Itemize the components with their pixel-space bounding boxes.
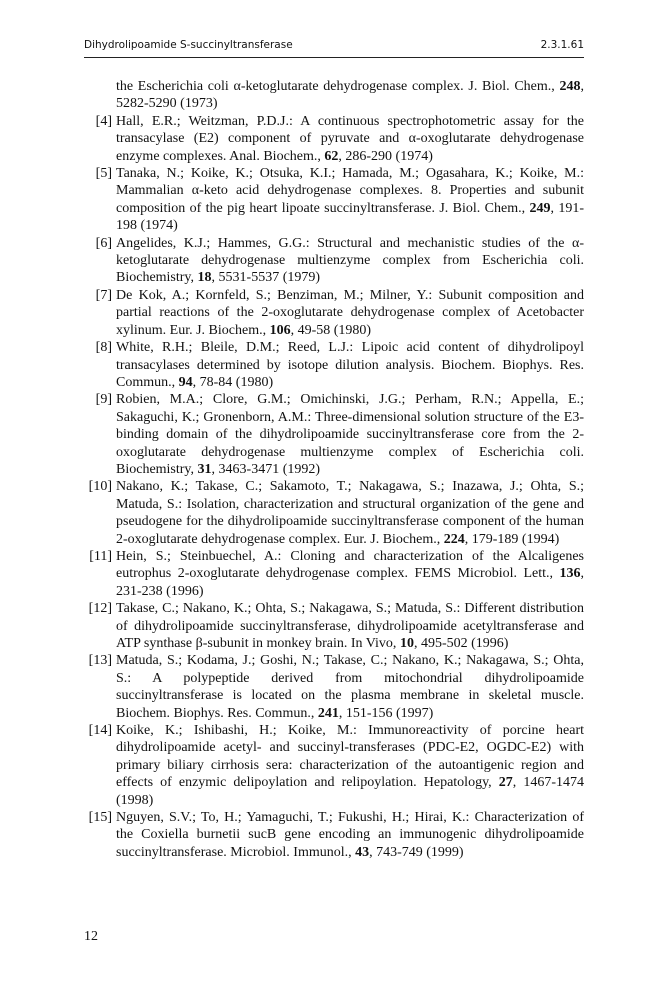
reference-number: [10]: [88, 479, 112, 495]
reference-pages-year: , 5531-5537 (1979): [211, 270, 321, 286]
reference-pages-year: , 231-238 (1996): [116, 566, 584, 599]
reference-volume: 18: [197, 270, 212, 286]
reference-number: [8]: [95, 340, 112, 356]
reference-pages-year: , 743-749 (1999): [369, 844, 464, 860]
reference-number: [5]: [95, 166, 112, 182]
reference-text: De Kok, A.; Kornfeld, S.; Benziman, M.; Milner, Y.: Subunit composition and partial reactions of the 2-oxoglutarate dehydrogenase complex of Acetobacter xylinum. Eur. J. Biochem.,: [116, 287, 584, 338]
reference-entry: [84, 548, 584, 600]
reference-volume: 43: [355, 844, 370, 860]
reference-text: Matuda, S.; Kodama, J.; Goshi, N.; Takase, C.; Nakano, K.; Nakagawa, S.; Ohta, S.: A polypeptide derived from mitochondrial dihydrolipoamide succinyltransferase is located on the plasma membrane in skeletal muscle. Biochem. Biophys. Res. Commun.,: [116, 653, 584, 721]
reference-pages-year: , 1467-1474 (1998): [116, 775, 584, 808]
reference-number: [15]: [88, 810, 112, 826]
reference-entry: [84, 652, 584, 722]
reference-number: [12]: [88, 601, 112, 617]
reference-number: [7]: [95, 287, 112, 303]
reference-pages-year: , 5282-5290 (1973): [116, 79, 584, 112]
reference-number: [13]: [88, 653, 112, 669]
reference-volume: 94: [178, 374, 193, 390]
header-title: Dihydrolipoamide S-succinyltransferase: [84, 39, 293, 51]
reference-text: Hein, S.; Steinbuechel, A.: Cloning and characterization of the Alcaligenes eutrophus 2-oxoglutarate dehydrogenase complex. FEMS Microbiol. Lett.,: [116, 548, 584, 582]
reference-text: Hall, E.R.; Weitzman, P.D.J.: A continuous spectrophotometric assay for the transacylase (E2) component of pyruvate and α-oxoglutarate dehydrogenase enzyme complexes. Anal. Biochem.,: [116, 113, 584, 164]
reference-volume: 249: [529, 200, 551, 216]
reference-number: [14]: [88, 723, 112, 739]
reference-entry: [84, 391, 584, 478]
reference-volume: 27: [498, 775, 513, 791]
reference-pages-year: , 286-290 (1974): [338, 148, 433, 164]
reference-pages-year: , 49-58 (1980): [290, 322, 372, 338]
reference-volume: 31: [197, 461, 212, 477]
reference-volume: 10: [399, 636, 414, 651]
reference-list: [84, 78, 584, 861]
page-number: 12: [84, 929, 98, 944]
reference-entry: [84, 78, 584, 113]
reference-entry: [84, 600, 584, 652]
reference-text: White, R.H.; Bleile, D.M.; Reed, L.J.: Lipoic acid content of dihydrolipoyl transacylases determined by isotope dilution analysis. Biochem. Biophys. Res. Commun.,: [116, 340, 584, 390]
reference-entry: [84, 165, 584, 235]
reference-entry: [84, 287, 584, 339]
reference-volume: 248: [559, 79, 581, 94]
reference-text: Nakano, K.; Takase, C.; Sakamoto, T.; Nakagawa, S.; Inazawa, J.; Ohta, S.; Matuda, S.: Isolation, characterization and structural organization of the gene and pseudogene for the dihydrolipoamide succinyltransferase component of the human 2-oxoglutarate dehydrogenase complex. Eur. J. Biochem.,: [116, 479, 584, 547]
reference-pages-year: , 78-84 (1980): [192, 374, 274, 390]
reference-text: Robien, M.A.; Clore, G.M.; Omichinski, J.G.; Perham, R.N.; Appella, E.; Sakaguchi, K.; Gronenborn, A.M.: Three-dimensional solution structure of the E3-binding domain of the dihydrolipoamide succinyltransferase core from the 2-oxoglutarate dehydrogenase multienzyme complex of Escherichia coli. Biochemistry,: [116, 392, 584, 477]
reference-text: Koike, K.; Ishibashi, H.; Koike, M.: Immunoreactivity of porcine heart dihydrolipoamide acetyl- and succinyl-transferases (PDC-E2, OGDC-E2) with primary biliary cirrhosis sera: characterization of the autoantigenic region and effects of enzymic delipoylation and relipoylation. Hepatology,: [116, 723, 584, 791]
reference-volume: 136: [559, 566, 581, 582]
reference-number: [9]: [95, 392, 112, 408]
reference-pages-year: , 151-156 (1997): [338, 705, 434, 721]
reference-volume: 224: [443, 531, 465, 547]
reference-text: the Escherichia coli α-ketoglutarate dehydrogenase complex. J. Biol. Chem.,: [116, 79, 560, 94]
reference-volume: 106: [269, 322, 291, 338]
reference-volume: 62: [324, 148, 339, 164]
reference-entry: [84, 809, 584, 861]
reference-volume: 241: [317, 705, 339, 721]
reference-pages-year: , 191-198 (1974): [116, 200, 584, 234]
reference-entry: [84, 722, 584, 809]
reference-entry: [84, 478, 584, 548]
reference-text: Tanaka, N.; Koike, K.; Otsuka, K.I.; Hamada, M.; Ogasahara, K.; Koike, M.: Mammalian α-keto acid dehydrogenase complexes. 8. Properties and subunit composition of the pig heart lipoate succinyltransferase. J. Biol. Chem.,: [116, 166, 584, 216]
reference-text: Angelides, K.J.; Hammes, G.G.: Structural and mechanistic studies of the α-ketoglutarate dehydrogenase multienzyme complex from Escherichia coli. Biochemistry,: [116, 235, 584, 286]
reference-pages-year: , 179-189 (1994): [464, 531, 560, 547]
reference-text: Nguyen, S.V.; To, H.; Yamaguchi, T.; Fukushi, H.; Hirai, K.: Characterization of the Coxiella burnetii sucB gene encoding an immunogenic dihydrolipoamide succinyltransferase. Microbiol. Immunol.,: [116, 810, 584, 860]
reference-number: [6]: [95, 235, 112, 251]
reference-pages-year: , 3463-3471 (1992): [211, 461, 321, 477]
header-ec-number: 2.3.1.61: [540, 39, 584, 51]
reference-pages-year: , 495-502 (1996): [413, 636, 509, 651]
reference-number: [4]: [95, 113, 112, 129]
running-header: [84, 37, 584, 58]
reference-entry: [84, 113, 584, 165]
reference-text: Takase, C.; Nakano, K.; Ohta, S.; Nakagawa, S.; Matuda, S.: Different distribution of dihydrolipoamide succinyltransferase, dihydrolipoamide acetyltransferase and ATP synthase β-subunit in monkey brain. In Vivo,: [116, 601, 584, 651]
reference-entry: [84, 339, 584, 391]
reference-number: [11]: [89, 548, 112, 564]
reference-entry: [84, 235, 584, 287]
